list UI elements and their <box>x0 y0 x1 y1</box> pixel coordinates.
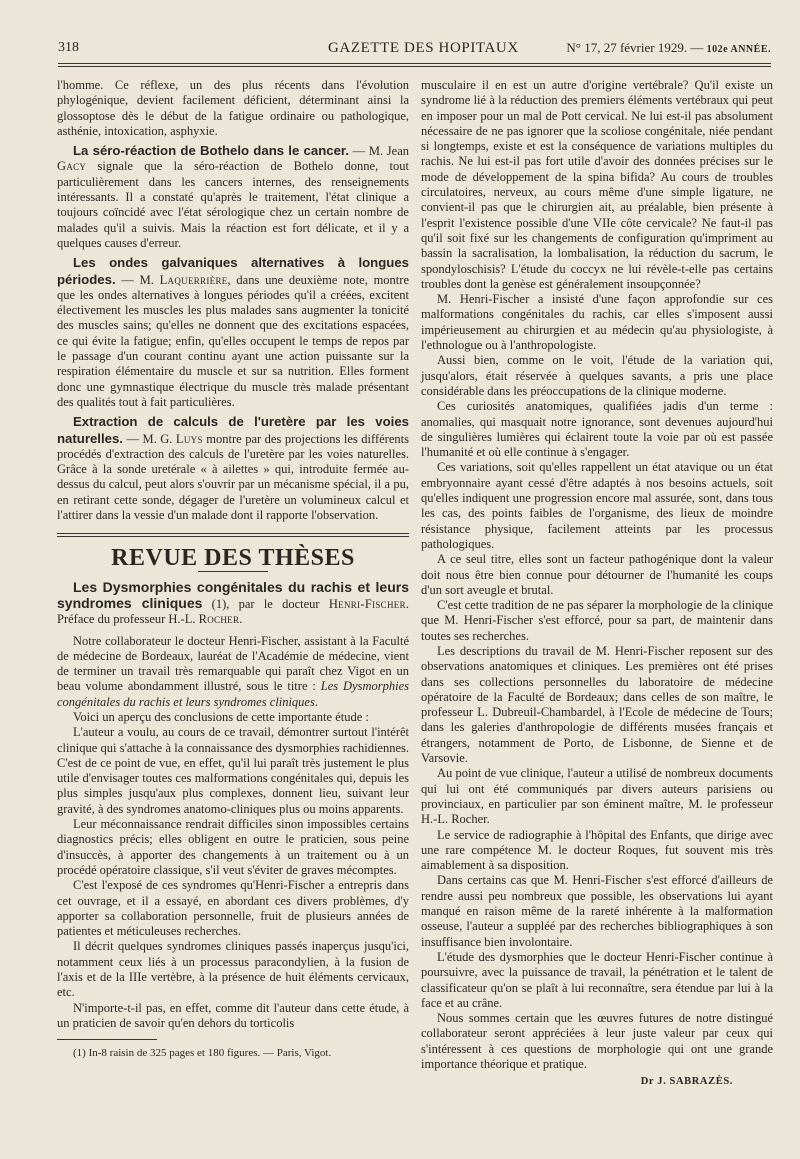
thesis-heading: Les Dysmorphies congénitales du rachis et leurs syndromes cliniques (1), par le docteur Henri-Fischer. Préface du professeur H.-L. Rocher. <box>57 578 409 627</box>
body-paragraph: Ces curiosités anatomiques, qualifiées jadis d'un terme : anomalies, qui masquait notre ignorance, sont devenues aujourd'hui de singulières lumières qui éclairent toute la voie par où est passée l'humanité et où elle continue à s'engager. <box>421 399 773 460</box>
body-paragraph: Les descriptions du travail de M. Henri-Fischer reposent sur des observations anatomiques et cliniques. Les premières ont été prises dans ses collections personnelles du laboratoire de médecine opératoire de la Faculté de Bordeaux; dans celles de son maître, le professeur L. Dubreuil-Chambardel, à l'Ecole de médecine de Tours; dans les galeries d'anthropologie de différents musées français et étrangers, notamment de Porto, de Lisbonne, de Sienne et de Varsovie. <box>421 643 773 766</box>
header-rule <box>58 63 771 64</box>
right-column <box>421 78 773 1090</box>
body-paragraph: L'auteur a voulu, au cours de ce travail, démontrer surtout l'intérêt clinique qui s'attache à la connaissance des dysmorphies rachidiennes. C'est de ce point de vue, en effet, qu'il lui paraît très justement le plus utile d'envisager toutes ces malformations congénitales qui, depuis les plus simples jusqu'aux plus complexes, donnent lieu, suivant leur gravité, à des syndromes anatomo-cliniques plus ou moins apparents. <box>57 725 409 816</box>
news-heading: Extraction de calculs de l'uretère par les voies naturelles. <box>57 414 409 446</box>
issue-year: 102e ANNÉE. <box>706 44 771 55</box>
body-paragraph: Voici un aperçu des conclusions de cette importante étude : <box>73 709 369 724</box>
body-paragraph: M. Henri-Fischer a insisté d'une façon approfondie sur ces malformations congénitales du rachis, car elles s'imposent aussi impérieusement au chirurgien et au médecin qu'au physiologiste, à l'ethnologue ou à l'anthropologiste. <box>421 292 773 353</box>
body-paragraph: musculaire il en est un autre d'origine vertébrale? Qu'il existe un syndrome lié à la réduction des premiers éléments vertébraux qui peut en imposer pour un mal de Pott cervical. Ne lui est-il pas absolument nécessaire de ne pas ignorer que la scoliose congénitale, niée pendant si longtemps, existe et est la conséquence de variations multiples du rachis. Ne lui est-il pas fort utile d'avoir des données précises sur le mode de développement de la spina bifida? Au cours de troubles circulatoires, nerveux, au cours même d'une simple ligature, ne convient-il pas que le chirurgien ait, au préalable, bien présente à l'esprit l'existence possible d'une VIIe côte cervicale? Ne faut-il pas qu'il soit fixé sur les changements de configuration qu'impriment au bassin la sacralisation, la lombalisation, la réduction du sacrum, le spondyloschisis? L'étude du coccyx ne lui révèle-t-elle pas certains troubles dont la genèse est généralement insoupçonnée? <box>421 78 773 291</box>
news-heading: La séro-réaction de Bothelo dans le cancer. <box>73 143 349 159</box>
news-item-bothelo: La séro-réaction de Bothelo dans le cancer. — M. Jean Gacy signale que la séro-réaction de Bothelo donne, tout particulièrement dans les cancers internes, des renseignements intéressants. Il a constaté qu'après le traitement, l'état clinique a toujours coïncidé avec l'état sérologique chez un certain nombre de malades qu'il a suivis. Mais la réaction est fort délicate, et il y a quelques causes d'erreur. <box>57 143 409 250</box>
author-name: Gacy <box>57 159 87 174</box>
page-number: 318 <box>58 40 79 55</box>
section-divider <box>57 533 409 537</box>
book-title: Les Dysmorphies congénitales du rachis et leurs syndromes cliniques <box>57 679 409 709</box>
intro-paragraph: l'homme. Ce réflexe, un des plus récents dans l'évolution phylogénique, devient facilement déficient, déterminant ainsi la glossoptose dès le début de la fatigue ordinaire ou pathologique, asthénie, intoxication, asphyxie. <box>57 78 409 138</box>
body-paragraph: Nous sommes certain que les œuvres futures de notre distingué collaborateur seront appréciées à leur juste valeur par ceux qui s'intéressent à ces questions de morphologie qui ont une grande importance théorique et pratique. <box>421 1011 773 1071</box>
body-paragraph: N'importe-t-il pas, en effet, comme dit l'auteur dans cette étude, à un praticien de savoir qu'en dehors du torticolis <box>57 1000 409 1030</box>
news-item-galvanic: Les ondes galvaniques alternatives à longues périodes. — M. Laquerrière, dans une deuxième note, montre que les ondes alternatives à longues périodes qu'il a créées, excitent électivement les muscles les plus malades sans augmenter la tonicité des muscles sains; qu'elles ne donnent que des excitations espacées, ce qui évite la fatigue; enfin, qu'elles occupent le temps de repos par le passage d'un courant continu ayant une action puissante sur la respiration élémentaire du muscle et sur sa nutrition. Elles forment donc une gymnastique électrique du muscle très malade présentant des qualités tout à fait particulières. <box>57 255 409 409</box>
body-paragraph: C'est cette tradition de ne pas séparer la morphologie de la clinique que M. Henri-Fischer s'est efforcé, pour sa part, de maintenir dans toutes ses recherches. <box>421 598 773 643</box>
news-heading: Les ondes galvaniques alternatives à longues périodes. <box>57 255 409 287</box>
author-name: Luys <box>175 431 203 446</box>
body-paragraph: A ce seul titre, elles sont un facteur pathogénique dont la valeur doit nous être bien connue pour détourner de l'humanité les coups d'un sort aveugle et brutal. <box>421 552 773 597</box>
double-rule <box>57 533 409 537</box>
section-title: REVUE DES THÈSES <box>111 545 355 572</box>
issue-date: N° 17, 27 février 1929. — <box>566 40 704 55</box>
footnote-rule <box>57 1039 157 1040</box>
body-paragraph: L'étude des dysmorphies que le docteur Henri-Fischer continue à poursuivre, avec la puissance de travail, la pénétration et le talent de classificateur qu'on se plaît à lui reconnaître, sera étendue par lui à la face et au crâne. <box>421 949 773 1010</box>
news-item-calculs: Extraction de calculs de l'uretère par les voies naturelles. — M. G. Luys montre par des projections les différents procédés d'extraction des calculs de l'uretère par les voies naturelles. Grâce à la sonde uretérale « à ailettes » qui, introduite fermée au-dessus du calcul, peut alors s'ouvrir par un mécanisme spécial, il a pu, en retirant cette sonde, dégager de l'uretère un volumineux calcul et l'attirer dans la vessie d'un malade dont il rapporte l'observation. <box>57 414 409 523</box>
thesis-title: Les Dysmorphies congénitales du rachis et leurs syndromes cliniques <box>57 578 409 611</box>
journal-title: GAZETTE DES HOPITAUX <box>328 40 519 56</box>
body-paragraph: C'est l'exposé de ces syndromes qu'Henri-Fischer a entrepris dans cet ouvrage, et il a essayé, en abordant ces divers problèmes, d'y apporter sa collaboration personnelle, fruit de plusieurs années de patientes et méticuleuses recherches. <box>57 878 409 939</box>
body-paragraph: Leur méconnaissance rendrait difficiles sinon impossibles certains diagnostics précis; elles obligent en outre le praticien, sous peine d'insuccès, à apporter des changements à un traitement ou à un procédé opératoire classique, s'il veut s'éviter de graves mécomptes. <box>57 817 409 877</box>
signature: Dr J. SABRAZÈS. <box>640 1076 733 1088</box>
body-paragraph: Ces variations, soit qu'elles rappellent un état atavique ou un état embryonnaire ayant cessé d'être adaptés à nos besoins actuels, soit qu'elles indiquent une progression encore mal assurée, sont, dans tous les cas, des points faibles de l'organisme, des lieux de moindre résistance physique, facilement atteints par les processus pathologiques. <box>421 460 773 551</box>
body-paragraph: Notre collaborateur le docteur Henri-Fischer, assistant à la Faculté de médecine de Bordeaux, lauréat de l'Académie de médecine, vient de terminer un travail très remarquable qui paraît chez Vigot en un beau volume abondamment illustré, sous le titre : Les Dysmorphies congénitales du rachis et leurs syndromes cliniques. <box>57 633 409 709</box>
thesis-author: Henri-Fischer <box>328 596 406 611</box>
body-paragraph: Aussi bien, comme on le voit, l'étude de la variation qui, jusqu'alors, était réservée à quelques savants, a pris une place considérable dans les préoccupations de la clinique moderne. <box>421 353 773 398</box>
left-column <box>57 78 409 1060</box>
author-name: Laquerrière <box>159 272 228 287</box>
body-paragraph: Le service de radiographie à l'hôpital des Enfants, que dirige avec une rare compétence M. le docteur Roques, fut souvent mis très aimablement à sa disposition. <box>421 827 773 873</box>
body-paragraph: Il décrit quelques syndromes cliniques passés inaperçus jusqu'ici, notamment ceux liés à un processus paracondylien, à la fusion de l'axis et de la IIIe vertèbre, à la présence de huit éléments cervicaux, etc. <box>57 939 409 1000</box>
page-header <box>58 38 771 60</box>
preface-author: Rocher <box>198 612 240 627</box>
issue-info <box>566 40 771 56</box>
body-paragraph: Dans certains cas que M. Henri-Fischer s'est efforcé d'ailleurs de rendre aussi peu nombreux que possible, les observations lui ayant manqué en raison même de la rareté inhérente à la malformation osseuse, l'auteur a suppléé par des recherches bibliographiques à son insuffisance bien involontaire. <box>421 873 773 949</box>
body-paragraph: Au point de vue clinique, l'auteur a utilisé de nombreux documents qui lui ont été communiqués par divers auteurs parisiens ou provinciaux, en particulier par son éminent maître, M. le professeur H.-L. Rocher. <box>421 766 773 827</box>
footnote: (1) In-8 raisin de 325 pages et 180 figures. — Paris, Vigot. <box>73 1047 332 1060</box>
header-rule-2 <box>58 66 771 67</box>
